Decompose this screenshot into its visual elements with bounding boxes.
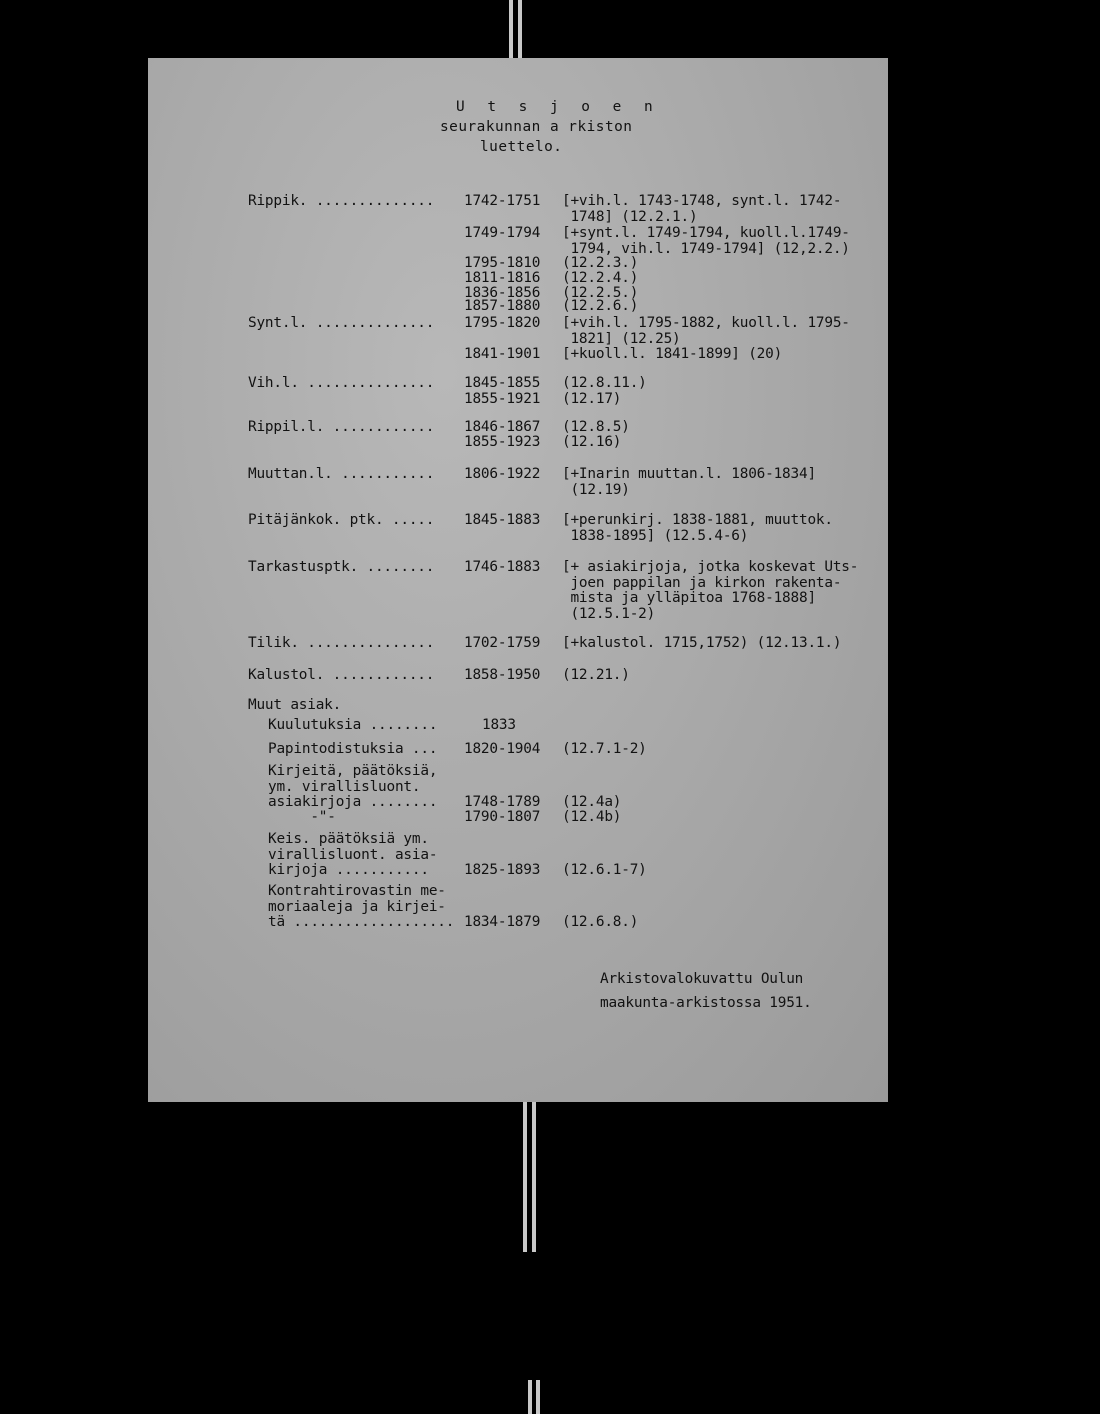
document-subtitle: seurakunnan a rkiston <box>440 119 633 135</box>
entry-years: 1742-1751 <box>464 193 541 209</box>
document-subtitle-2: luettelo. <box>480 139 563 155</box>
entry-years: 1749-1794 <box>464 225 541 241</box>
entry-years: 1857-1880 <box>464 298 541 314</box>
film-strip-line <box>518 0 522 58</box>
entry-years: 1846-1867 <box>464 419 541 435</box>
archive-note-line-2: maakunta-arkistossa 1951. <box>600 995 812 1011</box>
archive-page <box>148 58 888 1102</box>
entry-years: 1795-1810 <box>464 255 541 271</box>
list-item-years: 1825-1893 <box>464 862 541 878</box>
entry-years: 1858-1950 <box>464 667 541 683</box>
entry-years: 1841-1901 <box>464 346 541 362</box>
list-item-years: 1748-1789 <box>464 794 541 810</box>
film-strip-line <box>536 1380 540 1414</box>
list-item-label: Kirjeitä, päätöksiä, ym. virallisluont. asiakirjoja ........ <box>268 763 438 810</box>
entry-note: [+vih.l. 1795-1882, kuoll.l. 1795- 1821] (12.25) <box>562 315 850 347</box>
entry-note: (12.16) <box>562 434 622 450</box>
entry-years: 1702-1759 <box>464 635 541 651</box>
entry-years: 1855-1923 <box>464 434 541 450</box>
entry-note: [+synt.l. 1749-1794, kuoll.l.1749- 1794, vih.l. 1749-1794] (12,2.2.) <box>562 225 850 257</box>
entry-label: Muuttan.l. ........... <box>248 466 435 482</box>
entry-years: 1836-1856 <box>464 285 541 301</box>
entry-label: Pitäjänkok. ptk. ..... <box>248 512 435 528</box>
entry-note: [+kuoll.l. 1841-1899] (20) <box>562 346 783 362</box>
list-item-label: Kontrahtirovastin me- moriaaleja ja kirjei- tä ................... <box>268 883 455 930</box>
entry-years: 1806-1922 <box>464 466 541 482</box>
archive-note-line-1: Arkistovalokuvattu Oulun <box>600 971 804 987</box>
entry-years: 1746-1883 <box>464 559 541 575</box>
entry-note: (12.21.) <box>562 667 630 683</box>
list-item-note: (12.7.1-2) <box>562 741 647 757</box>
entry-label: Rippil.l. ............ <box>248 419 435 435</box>
entry-note: (12.2.3.) <box>562 255 639 271</box>
entry-label: Vih.l. ............... <box>248 375 435 391</box>
entry-note: (12.8.11.) <box>562 375 647 391</box>
entry-label: Tilik. ............... <box>248 635 435 651</box>
entry-note: [+Inarin muuttan.l. 1806-1834] (12.19) <box>562 466 816 498</box>
entry-years: 1845-1855 <box>464 375 541 391</box>
entry-years: 1855-1921 <box>464 391 541 407</box>
list-item-note: (12.4a) <box>562 794 622 810</box>
entry-label: Tarkastusptk. ........ <box>248 559 435 575</box>
entry-note: [+perunkirj. 1838-1881, muuttok. 1838-1895] (12.5.4-6) <box>562 512 833 544</box>
list-item-label: Keis. päätöksiä ym. virallisluont. asia- kirjoja ........... <box>268 831 438 878</box>
list-item-note: (12.6.1-7) <box>562 862 647 878</box>
entry-years: 1845-1883 <box>464 512 541 528</box>
list-item-label: -"- <box>268 809 336 825</box>
entry-years: 1811-1816 <box>464 270 541 286</box>
entry-label: Kalustol. ............ <box>248 667 435 683</box>
entry-note: [+ asiakirjoja, jotka koskevat Uts- joen pappilan ja kirkon rakenta- mista ja ylläpitoa 1768-1888] (12.5.1-2) <box>562 559 859 622</box>
entry-label: Synt.l. .............. <box>248 315 435 331</box>
entry-note: (12.8.5) <box>562 419 630 435</box>
list-item-note: (12.4b) <box>562 809 622 825</box>
film-strip-line <box>509 0 513 58</box>
film-strip-line <box>532 1102 536 1252</box>
entry-years: 1795-1820 <box>464 315 541 331</box>
section-heading: Muut asiak. <box>248 697 342 713</box>
film-strip-line <box>523 1102 527 1252</box>
list-item-years: 1833 <box>482 717 516 733</box>
list-item-years: 1790-1807 <box>464 809 541 825</box>
list-item-note: (12.6.8.) <box>562 914 639 930</box>
entry-label: Rippik. .............. <box>248 193 435 209</box>
list-item-years: 1834-1879 <box>464 914 541 930</box>
list-item-label: Papintodistuksia ... <box>268 741 438 757</box>
film-strip-line <box>528 1380 532 1414</box>
entry-note: (12.2.5.) <box>562 285 639 301</box>
entry-note: [+kalustol. 1715,1752) (12.13.1.) <box>562 635 842 651</box>
entry-note: (12.2.6.) <box>562 298 639 314</box>
entry-note: (12.2.4.) <box>562 270 639 286</box>
list-item-years: 1820-1904 <box>464 741 541 757</box>
document-title: U t s j o e n <box>456 99 660 115</box>
entry-note: [+vih.l. 1743-1748, synt.l. 1742- 1748] (12.2.1.) <box>562 193 842 225</box>
list-item-label: Kuulutuksia ........ <box>268 717 438 733</box>
entry-note: (12.17) <box>562 391 622 407</box>
